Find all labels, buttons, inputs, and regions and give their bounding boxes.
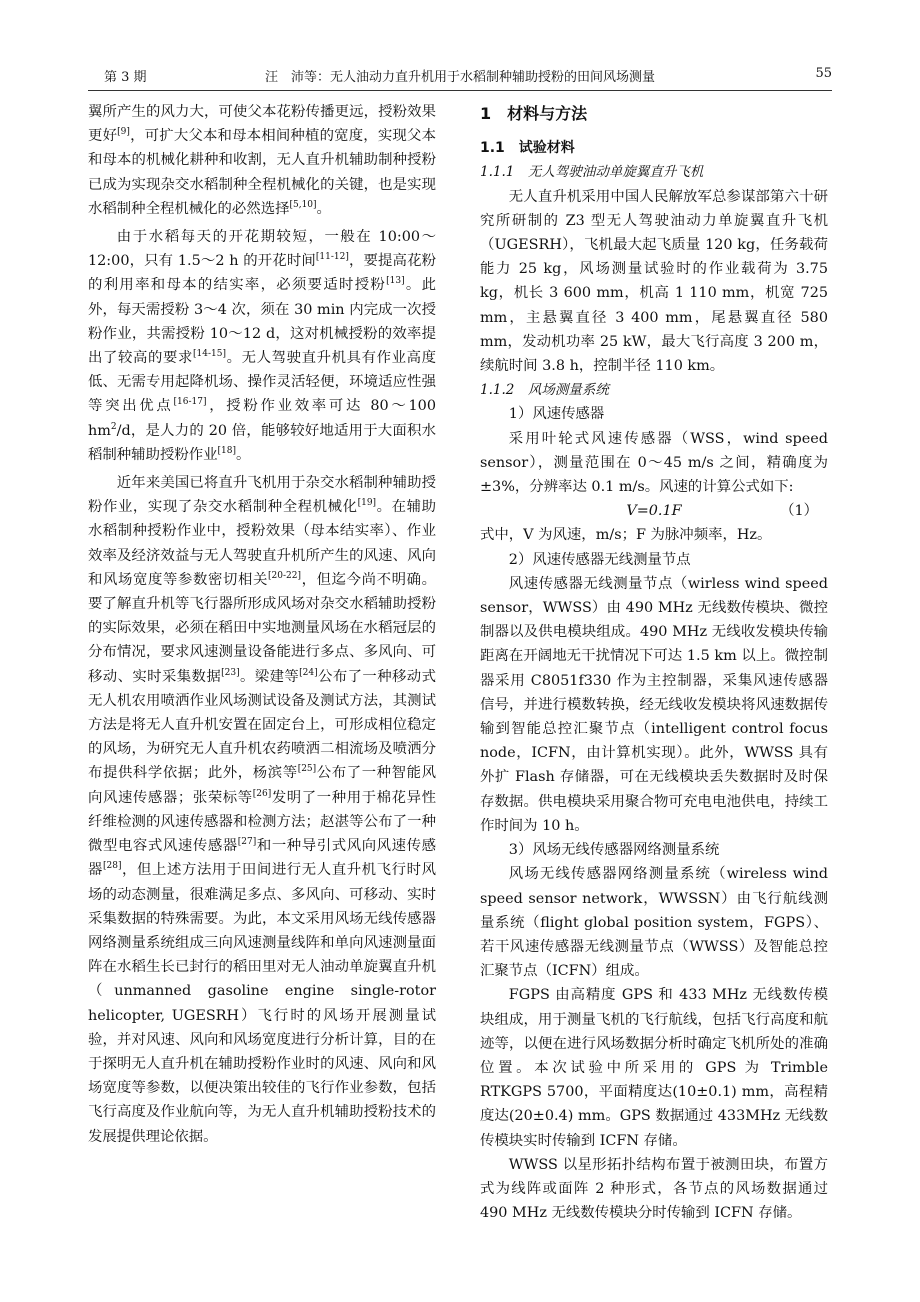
item-heading: 1）风速传感器 xyxy=(508,406,605,423)
citation: [26] xyxy=(252,788,272,799)
citation: [9] xyxy=(117,127,130,138)
paragraph: 风速传感器无线测量节点（wirless wind speed sensor，WWSS）由 490 MHz 无线数传模块、微控制器以及供电模块组成。490 MHz 无线收发模块传输距离在开阔地无干扰情况下可达 1.5 km 以上。微控制器采用 C8051f330 作为主控制器，采集风速传感器信号，并进行模数转换，经无线收发模块将风速数据传输到智能总控汇聚节点（intelligent control focus node，ICFN，由计算机实现）。此外，WWSS 具有外扩 Flash 存储器，可在无线模块丢失数据时及时保存数据。供电模块采用聚合物可充电电池供电，持续工作时间为 10 h。 xyxy=(480,575,828,834)
issue-number: 第 3 期 xyxy=(104,70,147,85)
citation: [23] xyxy=(221,667,240,678)
right-column xyxy=(480,100,828,1225)
citation: [19] xyxy=(357,498,377,509)
paragraph: 翼所产生的风力大，可使父本花粉传播更远，授粉效果更好[9]，可扩大父本和母本相间种植的宽度，实现父本和母本的机械化耕种和收割，无人直升机辅助制种授粉已成为实现杂交水稻制种全程机械化的关键，也是实现水稻制种全程机械化的必然选择[5,10]。 xyxy=(88,104,436,217)
paragraph: 近年来美国已将直升飞机用于杂交水稻制种辅助授粉作业，实现了杂交水稻制种全程机械化[19]。在辅助水稻制种授粉作业中，授粉效果（母本结实率）、作业效率及经济效益与无人驾驶直升机所产生的风速、风向和风场宽度等参数密切相关[20-22]，但迄今尚不明确。要了解直升机等飞行器所形成风场对杂交水稻辅助授粉的实际效果，必须在稻田中实地测量风场在水稻冠层的分布情况，要求风速测量设备能进行多点、多风向、可移动、实时采集数据[23]。梁建等[24]公布了一种移动式无人机农用喷洒作业风场测试设备及测试方法，其测试方法是将无人直升机安置在固定台上，可形成相位稳定的风场，为研究无人直升机农药喷洒二相流场及喷洒分布提供科学依据；此外，杨滨等[25]公布了一种智能风向风速传感器；张荣标等[26]发明了一种用于棉花异性纤维检测的风速传感器和检测方法；赵湛等公布了一种微型电容式风速传感器[27]和一种导引式风向风速传感器[28]，但上述方法用于田间进行无人直升机飞行时风场的动态测量，很难满足多点、多风向、可移动、实时采集数据的特殊需要。为此，本文采用风场无线传感器网络测量系统组成三向风速测量线阵和单向风速测量面阵在水稻生长已封行的稻田里对无人油动单旋翼直升机（unmanned gasoline engine single-rotor helicopter, UGESRH）飞行时的风场开展测量试验，并对风速、风向和风场宽度进行分析计算，目的在于探明无人直升机在辅助授粉作业时的风速、风向和风场宽度等参数，以便决策出较佳的飞行作业参数，包括飞行高度及作业航向等，为无人直升机辅助授粉技术的发展提供理论依据。 xyxy=(88,475,436,1145)
paragraph: 由于水稻每天的开花期较短，一般在 10:00～12:00，只有 1.5～2 h 的开花时间[11-12]，要提高花粉的利用率和母本的结实率，必须要适时授粉[13]。此外，每天需授粉 3～4 次，须在 30 min 内完成一次授粉作业，共需授粉 10～12 d，这对机械授粉的效率提出了较高的要求[14-15]。无人驾驶直升机具有作业高度低、无需专用起降机场、操作灵活轻便，环境适应性强等突出优点[16-17]，授粉作业效率可达 80～100 $hm^2/d$，是人力的 20 倍，能够较好地适用于大面积水稻制种辅助授粉作业[18]。 xyxy=(88,229,436,463)
citation: [27] xyxy=(237,837,257,848)
equation xyxy=(480,499,828,523)
subsubsection-heading: 1.1.1 无人驾驶油动单旋翼直升飞机 xyxy=(480,164,704,181)
citation: [16-17] xyxy=(173,397,207,408)
citation: [5,10] xyxy=(289,200,317,211)
running-header xyxy=(88,66,832,91)
citation: [24] xyxy=(299,667,318,678)
paragraph: 式中，V 为风速，m/s；F 为脉冲频率，Hz。 xyxy=(480,527,772,544)
paragraph: 无人直升机采用中国人民解放军总参谋部第六十研究所研制的 Z3 型无人驾驶油动力单旋翼直升飞机（UGESRH），飞机最大起飞质量 120 kg，任务载荷能力 25 kg，风场测量试验时的作业载荷为 3.75 kg，机长 3 600 mm，机高 1 110 mm，机宽 725 mm，主悬翼直径 3 400 mm，尾悬翼直径 580 mm，发动机功率 25 kW，最大飞行高度 3 200 m，续航时间 3.8 h，控制半径 110 km。 xyxy=(480,188,828,375)
page-number: 55 xyxy=(815,66,832,81)
citation: [14-15] xyxy=(193,349,226,360)
section-heading: 1 材料与方法 xyxy=(480,104,588,123)
citation: [20-22] xyxy=(268,571,301,582)
subsubsection-heading: 1.1.2 风场测量系统 xyxy=(480,382,609,399)
item-heading: 3）风场无线传感器网络测量系统 xyxy=(508,842,720,859)
subsection-heading: 1.1 试验材料 xyxy=(480,140,575,157)
paragraph: 风场无线传感器网络测量系统（wireless wind speed sensor network，WWSSN）由飞行航线测量系统（flight global position system，FGPS）、若干风速传感器无线测量节点（WWSS）及智能总控汇聚节点（ICFN）组成。 xyxy=(480,866,828,980)
left-column xyxy=(88,100,436,1149)
equation-body: V=0.1F xyxy=(626,503,682,520)
running-title: 汪 沛等：无人油动力直升机用于水稻制种辅助授粉的田间风场测量 xyxy=(264,70,655,85)
citation: [11-12] xyxy=(315,252,349,263)
equation-number: （1） xyxy=(780,503,818,520)
paragraph: 采用叶轮式风速传感器（WSS，wind speed sensor），测量范围在 0～45 m/s 之间，精确度为±3%，分辨率达 0.1 m/s。风速的计算公式如下: xyxy=(480,430,828,496)
citation: [28] xyxy=(102,861,122,872)
paragraph: FGPS 由高精度 GPS 和 433 MHz 无线数传模块组成，用于测量飞机的飞行航线，包括飞行高度和航迹等，以便在进行风场数据分析时确定飞机所处的准确位置。本次试验中所采用的 GPS 为 Trimble RTKGPS 5700，平面精度达(10±0.1) mm，高程精度达(20±0.4) mm。GPS 数据通过 433MHz 无线数传模块实时传输到 ICFN 存储。 xyxy=(480,987,828,1149)
citation: [25] xyxy=(297,764,317,775)
paragraph: WWSS 以星形拓扑结构布置于被测田块，布置方式为线阵或面阵 2 种形式，各节点的风场数据通过 490 MHz 无线数传模块分时传输到 ICFN 存储。 xyxy=(480,1156,828,1222)
item-heading: 2）风速传感器无线测量节点 xyxy=(508,551,691,568)
citation: [18] xyxy=(217,446,237,457)
superscript: 2 xyxy=(110,421,117,432)
citation: [13] xyxy=(386,276,405,287)
